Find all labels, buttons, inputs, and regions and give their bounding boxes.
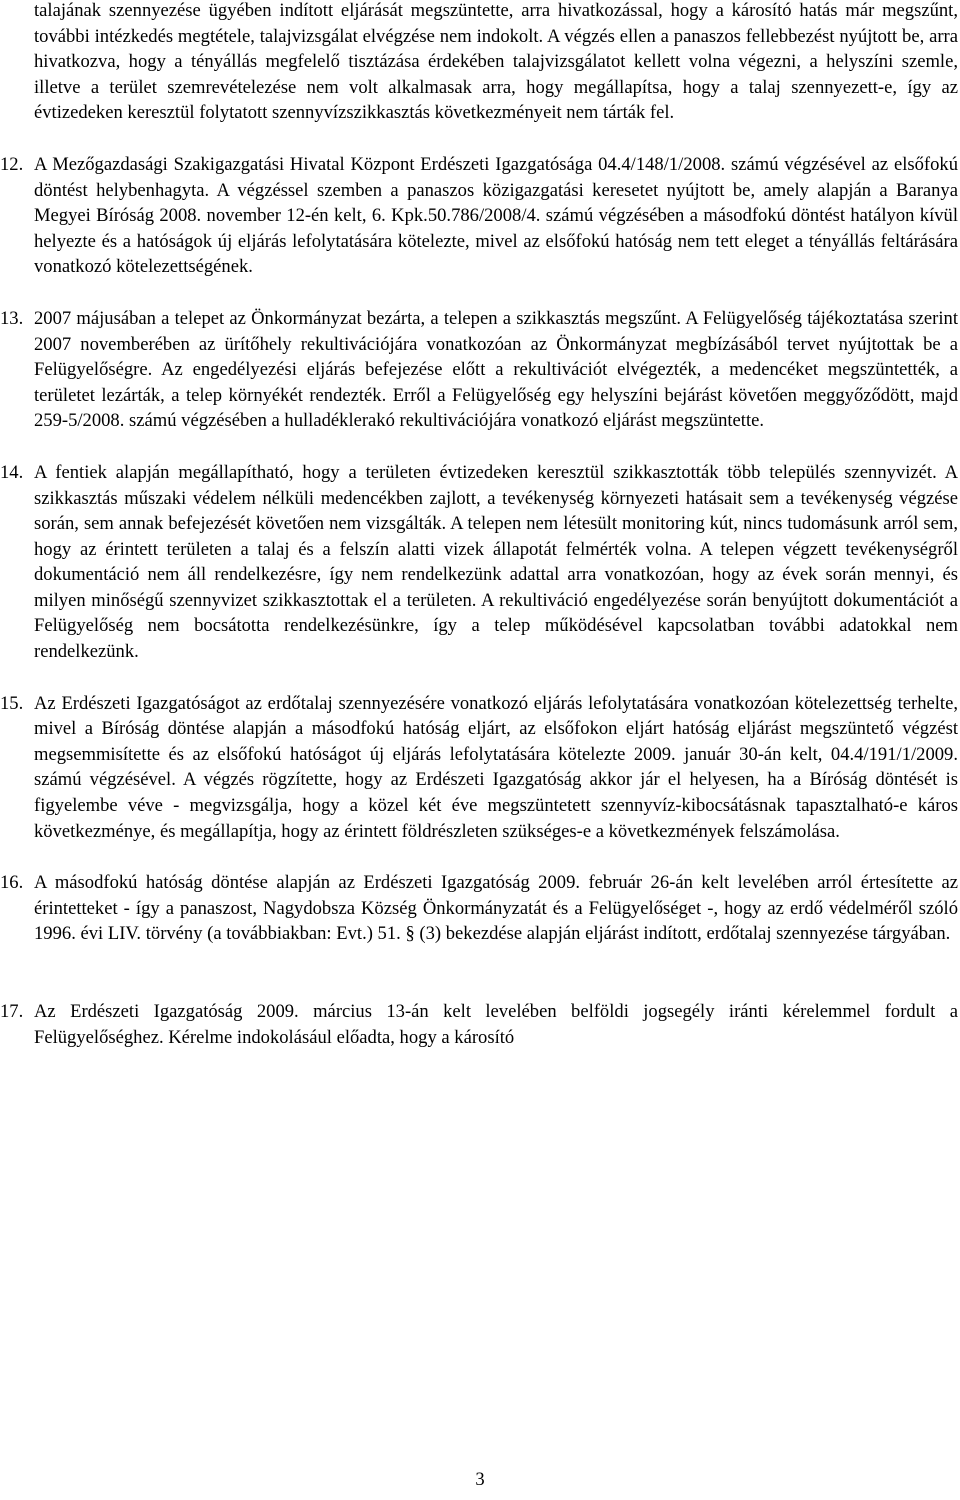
item-number: 15. [0,692,24,714]
item-text: A másodfokú hatóság döntése alapján az Erdészeti Igazgatóság 2009. február 26-án kelt levelében arról értesítette az érintetteket - így a panaszost, Nagydobsza Község Önkormányzatát és a Felügyelőséget -, hogy az erdő védelméről szóló 1996. évi LIV. törvény (a továbbiakban: Evt.) 51. § (3) bekezdése alapján eljárást indított, erdőtalaj szennyezése tárgyában. [34,872,958,945]
item-number: 13. [0,307,24,329]
item-number: 14. [0,461,24,483]
numbered-item-17 [0,999,958,1050]
item-text: 2007 májusában a telepet az Önkormányzat bezárta, a telepen a szikkasztás megszűnt. A Felügyelőség tájékoztatása szerint 2007 novemberében az ürítőhely rekultivációjára vonatkozóan az Önkormányzat megbízásából tervet nyújtottak be a Felügyelőségre. Az engedélyezési eljárás befejezése előtt a rekultivációt elvégezték, a medencéket megszüntették, a területet lezárták, a telep környékét rendezték. Erről a Felügyelőség egy helyszíni bejárást követően meggyőződött, majd 259-5/2008. számú végzésében a hulladéklerakó rekultivációjára vonatkozó eljárást megszüntette. [34,307,958,432]
item-text: A fentiek alapján megállapítható, hogy a területen évtizedeken keresztül szikkasztották több település szennyvizét. A szikkasztás műszaki védelem nélküli medencékben zajlott, a tevékenység környezeti hatásait sem a tevékenység végzése során, sem annak befejezését követően nem vizsgálták. A telepen nem létesült monitoring kút, nincs tudomásunk arról sem, hogy az érintett területen a talaj és a felszín alatti vizek állapotát felmérték volna. A telepen végzett tevékenységről dokumentáció nem áll rendelkezésre, így nem rendelkezünk adattal arra vonatkozóan, hogy az évek során mennyi, és milyen minőségű szennyvizet szikkasztottak el a területen. A rekultiváció engedélyezése során benyújtott dokumentációt a Felügyelőség nem bocsátotta rendelkezésünkre, így a telep működésével kapcsolatban további adatokkal nem rendelkezünk. [34,461,958,663]
item-text: A Mezőgazdasági Szakigazgatási Hivatal Központ Erdészeti Igazgatósága 04.4/148/1/2008. számú végzésével az elsőfokú döntést helybenhagyta. A végzéssel szemben a panaszos közigazgatási keresetet nyújtott be, amely alapján a Baranya Megyei Bíróság 2008. november 12-én kelt, 6. Kpk.50.786/2008/4. számú végzésében a másodfokú döntést hatályon kívül helyezte és a hatóságok új eljárás lefolytatására kötelezte, mivel az elsőfokú hatóság nem tett eleget a tényállás feltárására vonatkozó kötelezettségének. [34,153,958,278]
item-text: Az Erdészeti Igazgatóságot az erdőtalaj szennyezésére vonatkozó eljárás lefolytatására vonatkozóan kötelezettség terhelte, mivel a Bíróság döntése alapján a másodfokú hatóság eljárt, az elsőfokon eljárt hatóság eljárást megszüntető végzést megsemmisítette és az elsőfokú hatóságot új eljárás lefolytatására kötelezte 2009. január 30-án kelt, 04.4/191/1/2009. számú végzésével. A végzés rögzítette, hogy az Erdészeti Igazgatóság akkor jár el helyesen, ha a Bíróság döntését is figyelembe véve - megvizsgálja, hogy a közel két éve megszüntetett szennyvíz-kibocsátásnak tapasztalható-e káros következménye, és megállapítja, hogy az érintett földrészleten szükséges-e a következmények felszámolása. [34,692,958,842]
item-number: 16. [0,872,24,894]
item-number: 17. [0,1001,24,1022]
item-text: Az Erdészeti Igazgatóság 2009. március 13-án kelt levelében belföldi jogsegély iránti kérelemmel fordult a Felügyelőséghez. Kérelme indokolásául előadta, hogy a károsító [34,1001,958,1048]
page-number: 3 [475,1469,485,1490]
numbered-item-12 [0,152,958,280]
numbered-item-15 [0,691,958,845]
numbered-item-13 [0,306,958,434]
numbered-item-14 [0,460,958,665]
lead-paragraph: talajának szennyezése ügyében indított eljárását megszüntette, arra hivatkozással, hogy a károsító hatás már megszűnt, további intézkedés megtétele, talajvizsgálat elvégzése nem indokolt. A végzés ellen a panaszos fellebbezést nyújtott be, arra hivatkozva, hogy a tényállás megfelelő tisztázása érdekében talajvizsgálatot kellett volna végezni, a helyszíni szemle, illetve a terület szemrevételezése nem volt alkalmasak arra, hogy megállapítsa, hogy a talaj szennyezett-e, így az évtizedeken keresztül folytatott szennyvízszikkasztás következményeit nem tárták fel. [34,0,958,124]
item-number: 12. [0,153,24,175]
numbered-item-16 [0,870,958,947]
